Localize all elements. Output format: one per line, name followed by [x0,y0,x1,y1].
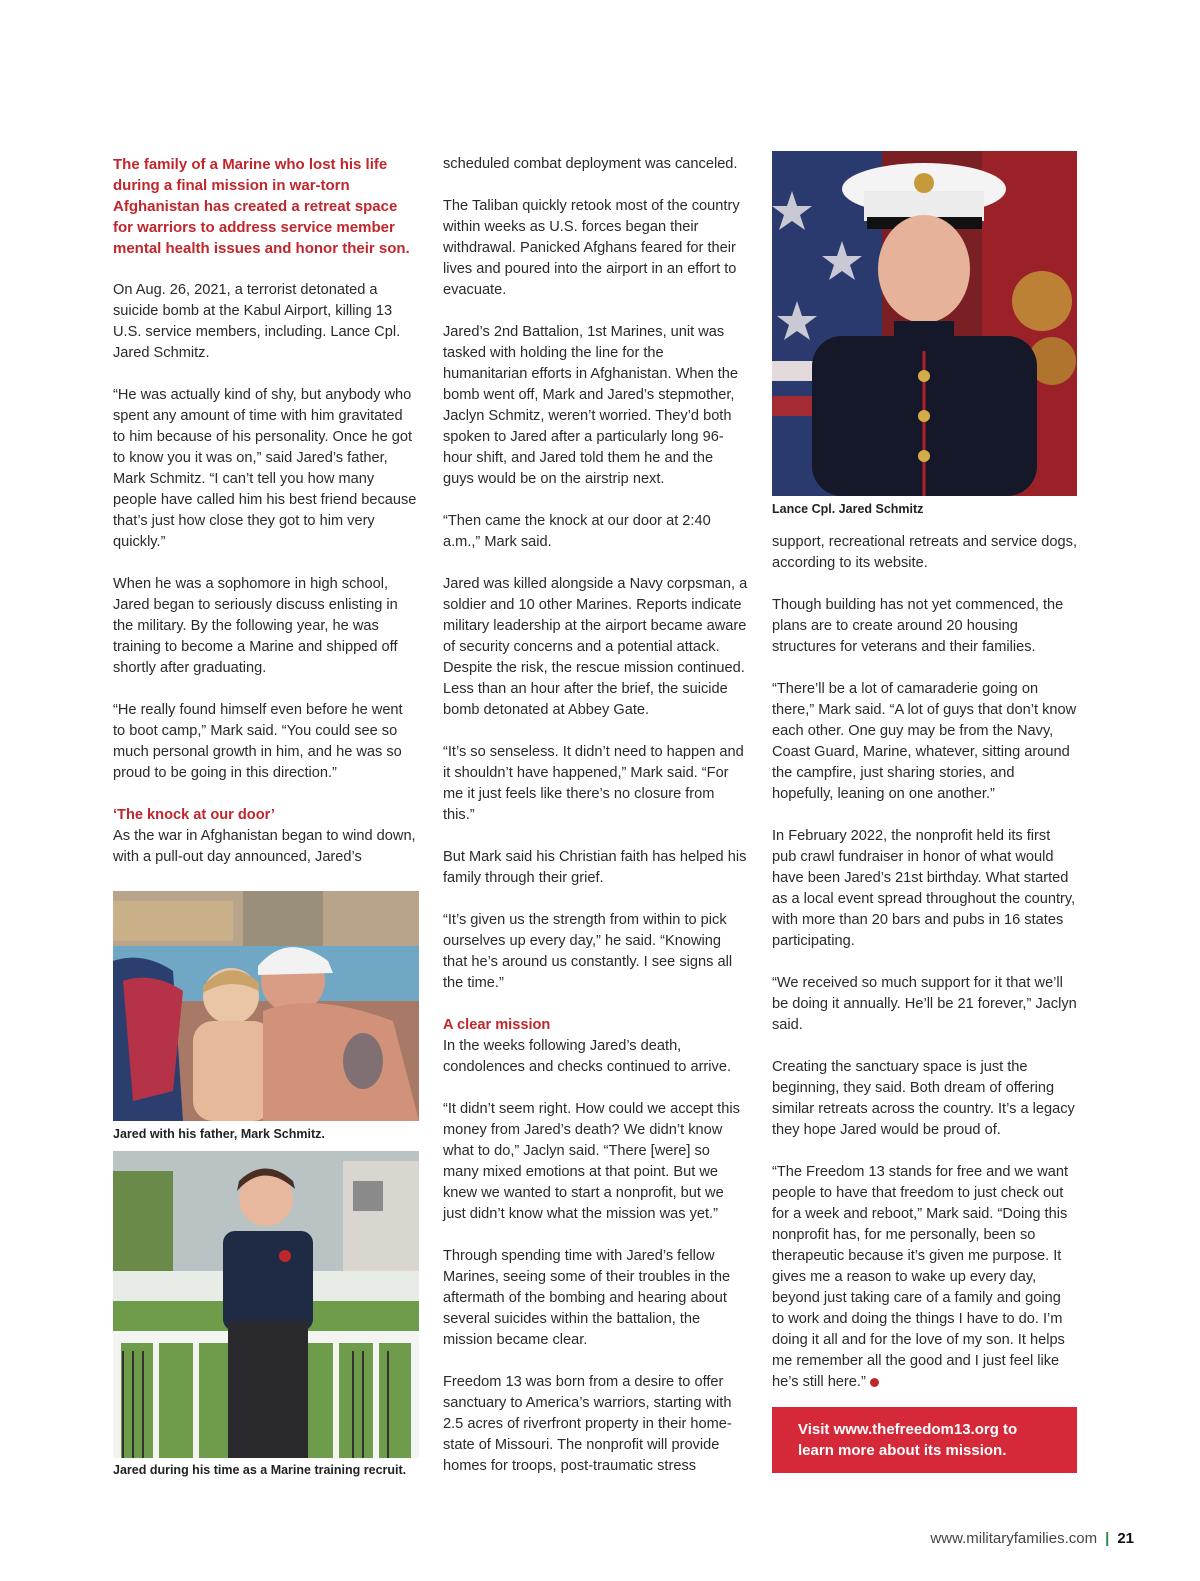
section-knock [113,805,418,868]
footer-website[interactable]: www.militaryfamilies.com [930,1530,1098,1547]
paragraph: Jared’s 2nd Battalion, 1st Marines, unit was tasked with holding the line for the humanitarian efforts in Afghanistan. When the bomb went off, Mark and Jared’s stepmother, Jaclyn Schmitz, weren’t worried. They’d both spoken to Jared after a particularly long 96-hour shift, and Jared told them he and the guys would be on the airstrip next. [443,324,739,487]
paragraph: In February 2022, the nonprofit held its first pub crawl fundraiser in honor of what would have been Jared’s 21st birthday. What started as a local event spread throughout the country, with more than 20 bars and pubs in 16 states participating. [772,828,1076,949]
subheading: ‘The knock at our door’ [113,807,275,823]
paragraph: support, recreational retreats and service dogs, according to its website. [772,534,1078,571]
paragraph: “It didn’t seem right. How could we accept this money from Jared’s death? We didn’t know what to do,” Jaclyn said. “There [were] so many mixed emotions at that point. But we knew we wanted to start a nonprofit, but we just didn’t know what the mission was yet.” [443,1101,740,1222]
paragraph: “The Freedom 13 stands for free and we want people to have that freedom to just check out for a week and reboot,” Mark said. “Doing this nonprofit has, for me personally, been so therapeutic because it’s given me purpose. It gives me a reason to wake up every day, beyond just taking care of a family and going to work and doing the things I have to do. I’m doing it all and for the love of my son. It helps me remember all the good and I just feel like he’s still here.” [772,1164,1069,1390]
caption-portrait: Lance Cpl. Jared Schmitz [772,502,924,516]
paragraph: scheduled combat deployment was canceled. [443,156,738,172]
caption-jared-recruit: Jared during his time as a Marine training recruit. [113,1463,407,1477]
paragraph: As the war in Afghanistan began to wind down, with a pull-out day announced, Jared’s [113,828,416,865]
paragraph: Jared was killed alongside a Navy corpsman, a soldier and 10 other Marines. Reports indicate military leadership at the airport became aware of security concerns and a potential attack. Despite the risk, the rescue mission continued. Less than an hour after the brief, the suicide bomb detonated at Abbey Gate. [443,576,748,718]
photo-jared-recruit [113,1151,419,1458]
paragraph: Freedom 13 was born from a desire to offer sanctuary to America’s warriors, starting with 2.5 acres of riverfront property in their home-state of Missouri. The nonprofit will provide homes for troops, post-traumatic stress [443,1374,732,1474]
article-column-1 [113,154,418,889]
cta-box [772,1407,1077,1473]
cta-text[interactable]: Visit www.thefreedom13.org to learn more about its mission. [798,1421,1018,1459]
paragraph: The Taliban quickly retook most of the country within weeks as U.S. forces began their withdrawal. Panicked Afghans feared for their lives and poured into the airport in an effort to evacuate. [443,198,740,298]
paragraph: “Then came the knock at our door at 2:40 a.m.,” Mark said. [443,513,711,550]
paragraph: Though building has not yet commenced, the plans are to create around 20 housing structures for veterans and their families. [772,597,1064,655]
subheading: A clear mission [443,1017,551,1033]
photo-jared-with-father [113,891,419,1121]
paragraph: Through spending time with Jared’s fellow Marines, seeing some of their troubles in the aftermath of the bombing and hearing about several suicides within the battalion, the mission became clear. [443,1248,731,1348]
page-number: 21 [1117,1530,1134,1547]
photo-lance-cpl-portrait [772,151,1077,496]
paragraph: Creating the sanctuary space is just the beginning, they said. Both dream of offering similar retreats across the country. It’s a legacy they hope Jared would be proud of. [772,1059,1075,1138]
paragraph: When he was a sophomore in high school, Jared began to seriously discuss enlisting in the military. By the following year, he was training to become a Marine and shipped off shortly after graduating. [113,576,398,676]
closing-quote [772,1162,1077,1393]
article-intro: The family of a Marine who lost his life during a final mission in war-torn Afghanistan has created a retreat space for warriors to address service member mental health issues and honor their son. [113,156,410,257]
article-column-3 [772,532,1077,1414]
paragraph: “There’ll be a lot of camaraderie going on there,” Mark said. “A lot of guys that don’t know each other. One guy may be from the Navy, Coast Guard, Marine, whatever, sitting around the campfire, just sharing stories, and hopefully, leaning on one another.” [772,681,1077,802]
paragraph: But Mark said his Christian faith has helped his family through their grief. [443,849,747,886]
paragraph: “We received so much support for it that we’ll be doing it annually. He’ll be 21 forever,” Jaclyn said. [772,975,1077,1033]
paragraph: “He really found himself even before he went to boot camp,” Mark said. “You could see so much personal growth in him, and he was so proud to be going in this direction.” [113,702,403,781]
article-column-2 [443,154,748,1498]
end-mark-icon [870,1378,879,1387]
paragraph: In the weeks following Jared’s death, condolences and checks continued to arrive. [443,1038,731,1075]
footer-separator: | [1105,1530,1110,1547]
page-footer [930,1530,1134,1547]
paragraph: “He was actually kind of shy, but anybody who spent any amount of time with him gravitated to him because of his personality. Once he got to know you it was on,” said Jared’s father, Mark Schmitz. “I can’t tell you how many people have called him his best friend because that’s just how close they got to him very quickly.” [113,387,417,550]
paragraph: “It’s given us the strength from within to pick ourselves up every day,” he said. “Knowing that he’s around us constantly. I see signs all the time.” [443,912,733,991]
paragraph: “It’s so senseless. It didn’t need to happen and it shouldn’t have happened,” Mark said. “For me it just feels like there’s no closure from this.” [443,744,744,823]
section-clear-mission [443,1015,748,1078]
caption-jared-with-father: Jared with his father, Mark Schmitz. [113,1127,325,1141]
paragraph: On Aug. 26, 2021, a terrorist detonated a suicide bomb at the Kabul Airport, killing 13 U.S. service members, including. Lance Cpl. Jared Schmitz. [113,282,401,361]
